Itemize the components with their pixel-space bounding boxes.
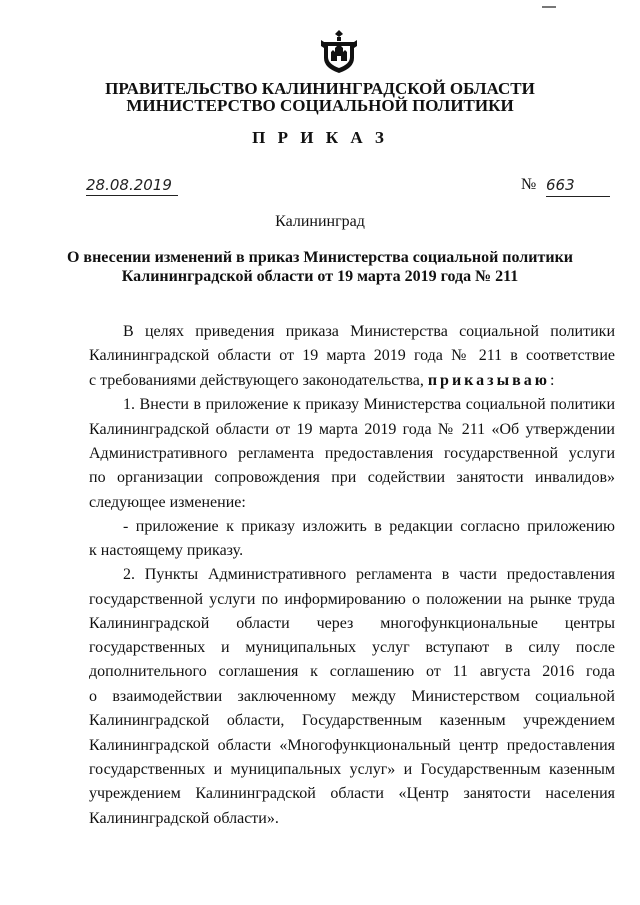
- paragraph-4-line: 2. Пункты Административного регламента в части предоставления: [123, 566, 615, 583]
- subject-line-2: Калининградской области от 19 марта 2019 года № 211: [121, 268, 519, 285]
- paragraph-4-line: государственных и муниципальных услуг вступают в силу после: [89, 639, 615, 656]
- paragraph-1-line: В целях приведения приказа Министерства социальной политики: [123, 323, 615, 340]
- paragraph-4-line: дополнительного соглашения к соглашению от 11 августа 2016 года: [89, 663, 615, 680]
- paragraph-4-line: государственных и муниципальных услуг» и Государственным казенным: [89, 761, 615, 778]
- paragraph-2-line: Административного регламента предоставления государственной услуги: [89, 445, 615, 462]
- order-date: 28.08.2019: [86, 176, 172, 194]
- ministry-title: МИНИСТЕРСТВО СОЦИАЛЬНОЙ ПОЛИТИКИ: [126, 96, 514, 115]
- paragraph-1-text: с требованиями действующего законодательства,: [89, 372, 424, 389]
- paragraph-4-line: о взаимодействии заключенному между Министерством социальной: [89, 688, 615, 705]
- subject-line-1: О внесении изменений в приказ Министерства социальной политики: [66, 249, 574, 266]
- paragraph-3-line: к настоящему приказу.: [89, 542, 244, 559]
- scan-mark: [542, 6, 556, 8]
- paragraph-1-line: Калининградской области от 19 марта 2019 года № 211 в соответствие: [89, 347, 615, 364]
- paragraph-2-line: по организации сопровождения при содействии занятости инвалидов»: [89, 469, 615, 486]
- number-label: №: [521, 176, 537, 193]
- paragraph-4-line: Калининградской области «Многофункциональный центр предоставления: [89, 737, 615, 754]
- coat-of-arms-icon: [318, 28, 360, 74]
- document-type: П Р И К А З: [252, 128, 388, 147]
- paragraph-4-line: Калининградской области через многофункциональные центры: [89, 615, 615, 632]
- number-underline: [546, 196, 610, 197]
- city-name: Калининград: [275, 213, 365, 230]
- paragraph-4-line: Калининградской области, Государственным казенным учреждением: [89, 712, 615, 729]
- paragraph-4-line: Калининградской области».: [89, 810, 279, 827]
- order-verb: приказываю: [427, 372, 550, 389]
- government-title: ПРАВИТЕЛЬСТВО КАЛИНИНГРАДСКОЙ ОБЛАСТИ: [105, 79, 535, 98]
- order-number: 663: [546, 176, 575, 194]
- paragraph-2-line: следующее изменение:: [89, 494, 246, 511]
- colon: :: [549, 372, 555, 389]
- paragraph-2-line: 1. Внести в приложение к приказу Министерства социальной политики: [123, 396, 615, 413]
- paragraph-1-line: [89, 371, 615, 391]
- paragraph-2-line: Калининградской области от 19 марта 2019 года № 211 «Об утверждении: [89, 421, 615, 438]
- paragraph-4-line: учреждением Калининградской области «Центр занятости населения: [89, 785, 615, 802]
- paragraph-4-line: государственной услуги по информированию о положении на рынке труда: [89, 591, 615, 608]
- date-underline: [86, 195, 178, 196]
- paragraph-3-line: - приложение к приказу изложить в редакции согласно приложению: [123, 518, 615, 535]
